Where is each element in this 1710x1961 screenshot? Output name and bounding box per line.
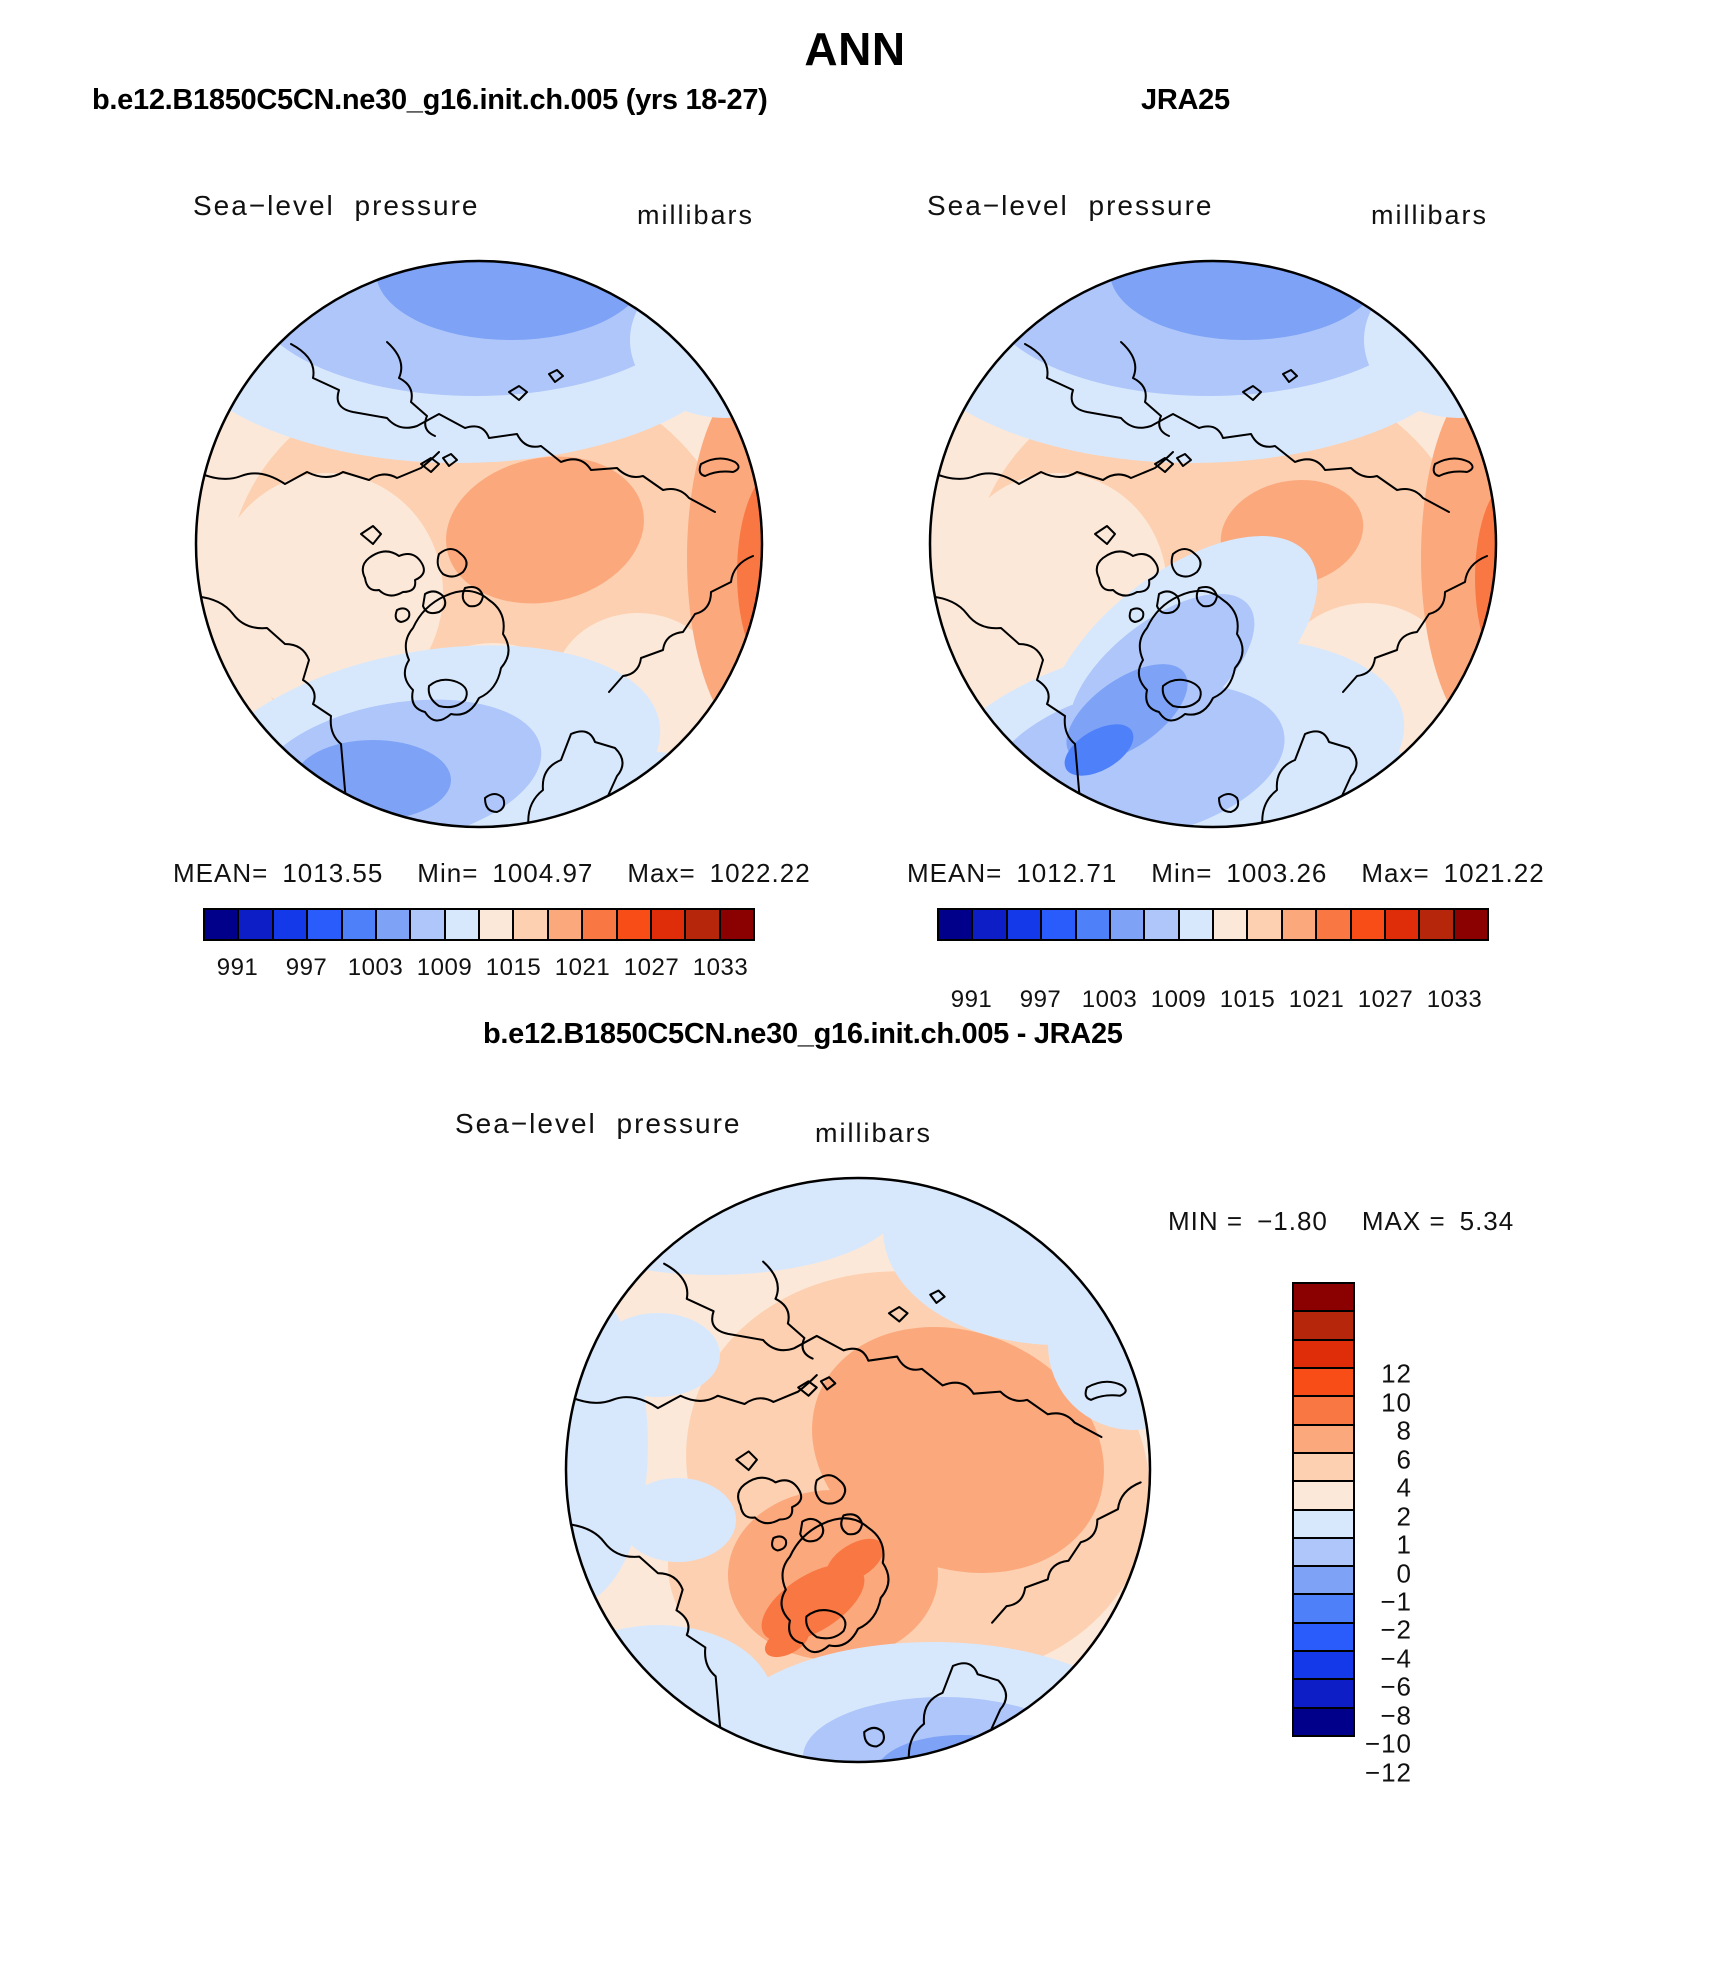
contour-band: [596, 1313, 720, 1397]
colorbar-tick-label: 1033: [1426, 986, 1483, 1013]
colorbar-segment: [1111, 910, 1145, 939]
colorbar-tick-label: 1021: [554, 954, 611, 981]
obs-colorbar: [937, 908, 1489, 941]
colorbar-segment: [549, 910, 583, 939]
colorbar-segment: [652, 910, 686, 939]
min-value: 1004.97: [492, 858, 594, 888]
colorbar-segment: [1042, 910, 1076, 939]
colorbar-tick-label: 1027: [623, 954, 680, 981]
colorbar-segment: [721, 910, 753, 939]
min-label: Min=: [1151, 858, 1213, 888]
colorbar-segment: [1180, 910, 1214, 939]
colorbar-tick-label: 1021: [1288, 986, 1345, 1013]
colorbar-segment: [1294, 1284, 1353, 1312]
colorbar-segment: [1294, 1341, 1353, 1369]
min-label: MIN =: [1168, 1206, 1244, 1236]
colorbar-segment: [1145, 910, 1179, 939]
model-colorbar-ticks: [203, 948, 755, 980]
colorbar-segment: [1077, 910, 1111, 939]
diff-field-label: Sea−level pressure: [455, 1108, 742, 1139]
diff-map: [563, 1175, 1153, 1765]
max-label: MAX =: [1361, 1206, 1446, 1236]
colorbar-tick-label: 1: [1396, 1529, 1412, 1560]
colorbar-segment: [973, 910, 1007, 939]
colorbar-segment: [1294, 1709, 1353, 1735]
obs-map: [927, 258, 1499, 830]
colorbar-segment: [1248, 910, 1282, 939]
colorbar-tick-label: −12: [1364, 1757, 1412, 1788]
mean-label: MEAN=: [907, 858, 1003, 888]
colorbar-segment: [446, 910, 480, 939]
colorbar-segment: [1294, 1397, 1353, 1425]
colorbar-tick-label: 0: [1396, 1558, 1412, 1588]
colorbar-tick-label: 1003: [1081, 986, 1138, 1013]
colorbar-segment: [411, 910, 445, 939]
colorbar-segment: [1294, 1680, 1353, 1708]
max-value: 1021.22: [1443, 858, 1545, 888]
colorbar-segment: [1214, 910, 1248, 939]
diff-colorbar-ticks: [1360, 1346, 1416, 1801]
min-label: Min=: [417, 858, 479, 888]
colorbar-tick-label: 997: [285, 954, 328, 981]
colorbar-segment: [1294, 1539, 1353, 1567]
colorbar-tick-label: 1027: [1357, 986, 1414, 1013]
contour-band: [1421, 272, 1499, 364]
colorbar-segment: [1420, 910, 1454, 939]
obs-units-label: millibars: [1371, 200, 1489, 230]
colorbar-segment: [1294, 1312, 1353, 1340]
colorbar-segment: [1386, 910, 1420, 939]
mean-label: MEAN=: [173, 858, 269, 888]
colorbar-tick-label: 2: [1396, 1501, 1412, 1532]
model-panel-title: b.e12.B1850C5CN.ne30_g16.init.ch.005 (yrs 18-27): [92, 84, 768, 116]
obs-field-label: Sea−level pressure: [927, 190, 1214, 221]
colorbar-segment: [1317, 910, 1351, 939]
contour-band: [687, 272, 765, 364]
colorbar-segment: [1294, 1369, 1353, 1397]
colorbar-segment: [205, 910, 239, 939]
colorbar-tick-label: 4: [1396, 1472, 1412, 1503]
max-label: Max=: [1361, 858, 1430, 888]
colorbar-tick-label: −8: [1380, 1700, 1412, 1731]
colorbar-segment: [1294, 1426, 1353, 1454]
model-colorbar: [203, 908, 755, 941]
colorbar-segment: [1294, 1511, 1353, 1539]
colorbar-segment: [1294, 1482, 1353, 1510]
icelandic-low-core: [295, 740, 451, 820]
colorbar-segment: [1294, 1595, 1353, 1623]
colorbar-tick-label: 1015: [1219, 986, 1276, 1013]
colorbar-segment: [1283, 910, 1317, 939]
max-value: 5.34: [1459, 1206, 1515, 1236]
min-value: −1.80: [1257, 1206, 1328, 1236]
colorbar-tick-label: 8: [1396, 1415, 1412, 1446]
max-value: 1022.22: [709, 858, 811, 888]
model-units-label: millibars: [637, 200, 755, 230]
colorbar-segment: [1294, 1624, 1353, 1652]
colorbar-segment: [239, 910, 273, 939]
contour-band: [620, 1478, 736, 1562]
mean-value: 1012.71: [1016, 858, 1118, 888]
colorbar-segment: [939, 910, 973, 939]
colorbar-segment: [274, 910, 308, 939]
diff-panel-title: b.e12.B1850C5CN.ne30_g16.init.ch.005 - JRA25: [483, 1018, 1123, 1050]
model-stats: [173, 858, 811, 889]
colorbar-segment: [343, 910, 377, 939]
colorbar-tick-label: 1003: [347, 954, 404, 981]
colorbar-tick-label: −10: [1364, 1728, 1412, 1759]
colorbar-segment: [308, 910, 342, 939]
colorbar-segment: [514, 910, 548, 939]
diff-colorbar: [1292, 1282, 1355, 1737]
model-field-label: Sea−level pressure: [193, 190, 480, 221]
colorbar-tick-label: −4: [1380, 1643, 1412, 1674]
colorbar-tick-label: 1009: [416, 954, 473, 981]
colorbar-tick-label: 12: [1381, 1358, 1412, 1389]
model-map: [193, 258, 765, 830]
colorbar-segment: [686, 910, 720, 939]
colorbar-tick-label: 1015: [485, 954, 542, 981]
colorbar-tick-label: −6: [1380, 1671, 1412, 1702]
colorbar-tick-label: 1009: [1150, 986, 1207, 1013]
obs-panel-title: JRA25: [1141, 84, 1230, 116]
page-title: ANN: [804, 23, 906, 75]
colorbar-segment: [1294, 1652, 1353, 1680]
colorbar-segment: [480, 910, 514, 939]
colorbar-segment: [1294, 1454, 1353, 1482]
colorbar-tick-label: 997: [1019, 986, 1062, 1013]
colorbar-segment: [1352, 910, 1386, 939]
colorbar-segment: [583, 910, 617, 939]
colorbar-tick-label: 1033: [692, 954, 749, 981]
colorbar-segment: [1455, 910, 1487, 939]
colorbar-segment: [618, 910, 652, 939]
mean-value: 1013.55: [282, 858, 384, 888]
colorbar-tick-label: 6: [1396, 1444, 1412, 1475]
diff-stats: [1168, 1206, 1514, 1237]
colorbar-segment: [377, 910, 411, 939]
obs-colorbar-ticks: [937, 980, 1489, 1012]
colorbar-tick-label: −2: [1380, 1614, 1412, 1645]
max-label: Max=: [627, 858, 696, 888]
colorbar-tick-label: 991: [216, 954, 259, 981]
colorbar-tick-label: 991: [950, 986, 993, 1013]
colorbar-segment: [1294, 1567, 1353, 1595]
diff-units-label: millibars: [815, 1118, 933, 1148]
obs-stats: [907, 858, 1545, 889]
colorbar-segment: [1008, 910, 1042, 939]
colorbar-tick-label: −1: [1380, 1586, 1412, 1617]
min-value: 1003.26: [1226, 858, 1328, 888]
colorbar-tick-label: 10: [1381, 1387, 1412, 1418]
